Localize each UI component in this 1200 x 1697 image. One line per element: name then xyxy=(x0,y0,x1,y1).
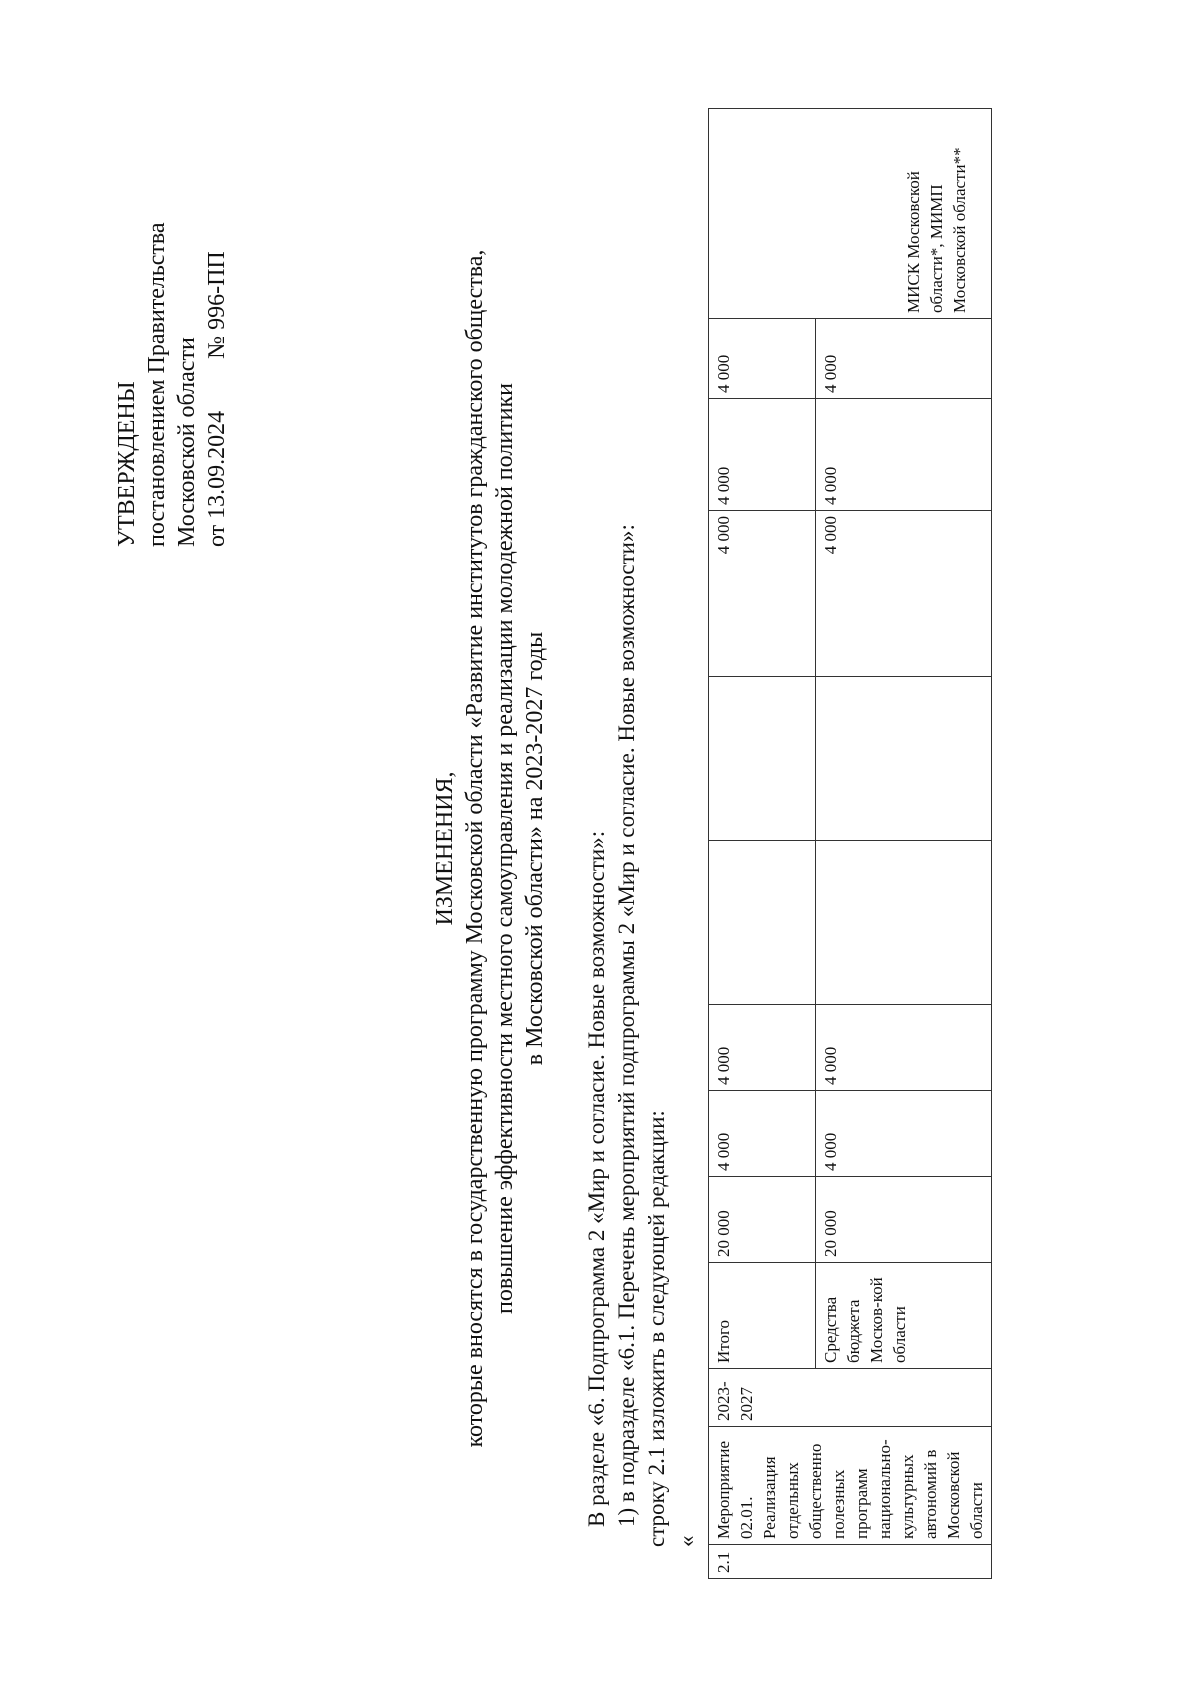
year-cell: 4 000 xyxy=(709,1091,816,1177)
year-cell: 4 000 xyxy=(709,399,816,511)
year-cell xyxy=(816,841,992,1005)
funding-source: Средства бюджета Москов-кой области xyxy=(816,1263,992,1369)
responsible-text: МИСК Московской области*, МИМП Московской области** xyxy=(904,147,969,313)
approval-stamp xyxy=(112,222,232,547)
approval-heading: УТВЕРЖДЕНЫ xyxy=(114,381,140,547)
year-cell: 4 000 xyxy=(816,399,992,511)
approval-date-prefix: от xyxy=(204,524,230,547)
year-cell: 4 000 xyxy=(709,319,816,399)
approval-number: 996-ПП xyxy=(204,251,230,330)
document-title xyxy=(430,0,550,1697)
approval-line-2: Московской области xyxy=(174,337,200,547)
opening-quote: « xyxy=(674,1535,699,1547)
row-number: 2.1 xyxy=(709,1545,992,1579)
year-cell: 4 000 xyxy=(816,1005,992,1091)
year-cell xyxy=(709,677,816,841)
year-cell xyxy=(816,677,992,841)
table-row xyxy=(709,109,816,1579)
year-cell: 4 000 xyxy=(709,1005,816,1091)
year-cell: 4 000 xyxy=(709,511,816,677)
period: 2023-2027 xyxy=(709,1369,992,1427)
funding-source: Итого xyxy=(709,1263,816,1369)
title-line-3: в Московской области» на 2023-2027 годы xyxy=(522,631,548,1066)
year-cell: 4 000 xyxy=(816,319,992,399)
table-row xyxy=(816,109,992,1579)
approval-line-1: постановлением Правительства xyxy=(144,222,170,547)
total-cell: 20 000 xyxy=(816,1177,992,1263)
paragraph-subsection: 1) в подразделе «6.1. Перечень мероприятий подпрограммы 2 «Мир и согласие. Новые возможности»: xyxy=(614,524,639,1527)
responsible-executor xyxy=(709,109,992,319)
approval-number-prefix: № xyxy=(204,335,230,359)
paragraph-instruction: строку 2.1 изложить в следующей редакции: xyxy=(644,1110,669,1547)
approval-date-line xyxy=(202,222,232,547)
year-cell: 4 000 xyxy=(816,511,992,677)
title-line-1: которые вносятся в государственную программу Московской области «Развитие институтов гражданского общества, xyxy=(462,249,488,1448)
year-cell xyxy=(709,841,816,1005)
activity-table xyxy=(708,108,992,1579)
activity-name: Мероприятие 02.01. Реализация отдельных общественно полезных программ национально-культурных автономий в Московской области xyxy=(709,1427,992,1545)
total-cell: 20 000 xyxy=(709,1177,816,1263)
approval-date: 13.09.2024 xyxy=(204,410,230,519)
year-cell: 4 000 xyxy=(816,1091,992,1177)
title-heading: ИЗМЕНЕНИЯ, xyxy=(432,771,458,926)
title-line-2: повышение эффективности местного самоуправления и реализации молодежной политики xyxy=(492,383,518,1314)
paragraph-section: В разделе «6. Подпрограмма 2 «Мир и согласие. Новые возможности»: xyxy=(584,830,609,1527)
